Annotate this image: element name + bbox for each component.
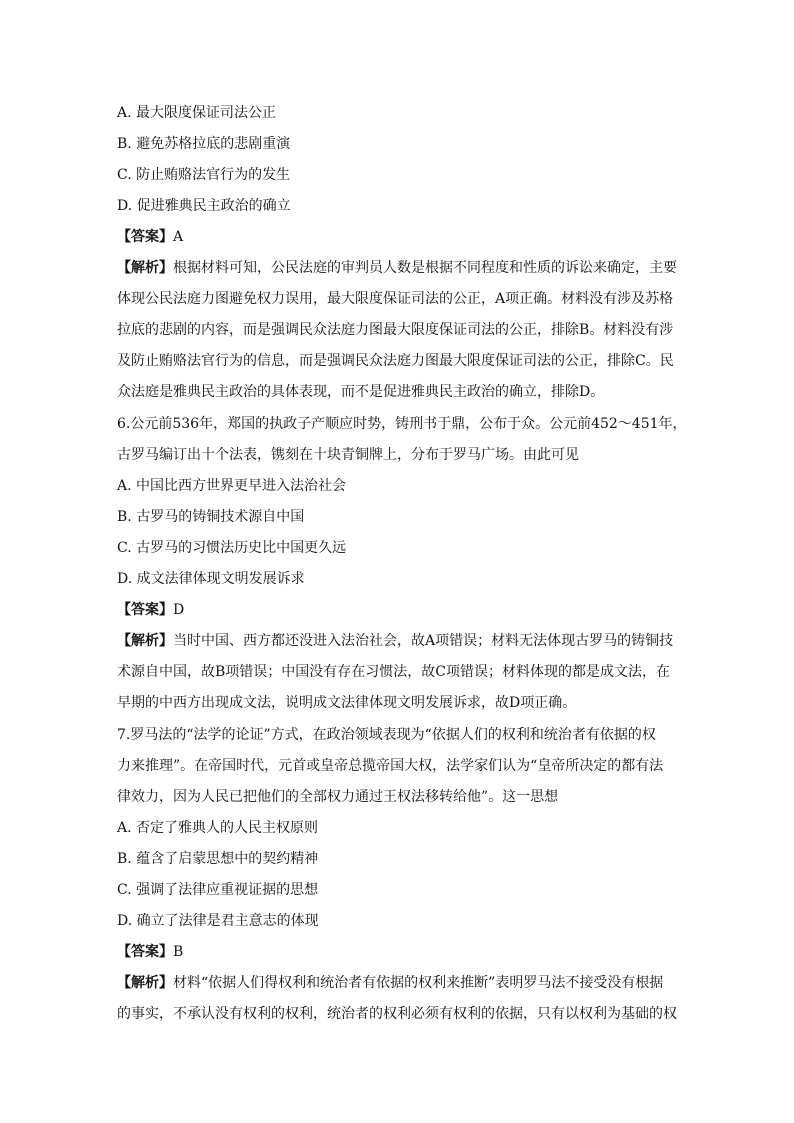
q6-stem-line-1: 6.公元前536年，郑国的执政子产顺应时势，铸刑书于鼎，公布于众。公元前452～451年， [117, 416, 687, 432]
analysis-text: 材料“依据人们得权利和统治者有依据的权利来推断”表明罗马法不接受没有根据 [173, 975, 664, 991]
q7-option-a: A. 否定了雅典人的人民主权原则 [117, 820, 319, 836]
q7-stem-line-3: 律效力，因为人民已把他们的全部权力通过王权法移转给他”。这一思想 [117, 789, 559, 805]
answer-label: 【答案】 [117, 229, 173, 245]
q7-stem-line-1: 7.罗马法的“法学的论证”方式，在政治领域表现为“依据人们的权利和统治者有依据的权 [117, 727, 656, 743]
analysis-text: 当时中国、西方都还没进入法治社会，故A项错误；材料无法体现古罗马的铸铜技 [173, 633, 674, 649]
analysis-label: 【解析】 [117, 633, 173, 649]
q5-option-d: D. 促进雅典民主政治的确立 [117, 198, 291, 214]
q6-option-c: C. 古罗马的习惯法历史比中国更久远 [117, 540, 347, 556]
q7-stem-line-2: 力来推理”。在帝国时代，元首或皇帝总揽帝国大权，法学家们认为“皇帝所决定的都有法 [117, 758, 664, 774]
q6-analysis-line-3: 早期的中西方出现成文法，说明成文法律体现文明发展诉求，故D项正确。 [117, 695, 577, 711]
q6-answer [117, 600, 687, 620]
q6-analysis-line-2: 术源自中国，故B项错误；中国没有存在习惯法，故C项错误；材料体现的都是成文法，在 [117, 664, 670, 680]
q5-analysis-line-5: 众法庭是雅典民主政治的具体表现，而不是促进雅典民主政治的确立，排除D。 [117, 384, 605, 400]
q7-option-d: D. 确立了法律是君主意志的体现 [117, 913, 319, 929]
q6-option-a: A. 中国比西方世界更早进入法治社会 [117, 478, 347, 494]
q6-analysis-line-1 [117, 631, 687, 651]
q5-option-c: C. 防止贿赂法官行为的发生 [117, 167, 291, 183]
q5-option-a: A. 最大限度保证司法公正 [117, 105, 277, 121]
analysis-text: 根据材料可知，公民法庭的审判员人数是根据不同程度和性质的诉讼来确定，主要 [173, 260, 677, 276]
q6-stem-line-2: 古罗马编订出十个法表，镌刻在十块青铜牌上，分布于罗马广场。由此可见 [117, 447, 579, 463]
q5-analysis-line-1 [117, 258, 687, 278]
q7-option-c: C. 强调了法律应重视证据的思想 [117, 882, 319, 898]
answer-label: 【答案】 [117, 602, 173, 618]
q5-analysis-line-4: 及防止贿赂法官行为的信息，而是强调民众法庭力图最大限度保证司法的公正，排除C。民 [117, 353, 674, 369]
q5-analysis-line-2: 体现公民法庭力图避免权力误用，最大限度保证司法的公正，A项正确。材料没有涉及苏格 [117, 291, 674, 307]
q6-option-b: B. 古罗马的铸铜技术源自中国 [117, 509, 305, 525]
q5-analysis-line-3: 拉底的悲剧的内容，而是强调民众法庭力图最大限度保证司法的公正，排除B。材料没有涉 [117, 322, 674, 338]
q5-option-b: B. 避免苏格拉底的悲剧重演 [117, 136, 291, 152]
answer-value: A [173, 229, 184, 245]
q7-option-b: B. 蕴含了启蒙思想中的契约精神 [117, 851, 319, 867]
q7-analysis-line-2: 的事实，不承认没有权利的权利，统治者的权利必须有权利的依据，只有以权利为基础的权 [117, 1006, 677, 1022]
analysis-label: 【解析】 [117, 975, 173, 991]
q5-answer [117, 227, 687, 247]
answer-value: B [173, 944, 184, 960]
q7-answer [117, 942, 687, 962]
q7-analysis-line-1 [117, 973, 687, 993]
q6-option-d: D. 成文法律体现文明发展诉求 [117, 571, 305, 587]
answer-value: D [173, 602, 185, 618]
answer-label: 【答案】 [117, 944, 173, 960]
analysis-label: 【解析】 [117, 260, 173, 276]
